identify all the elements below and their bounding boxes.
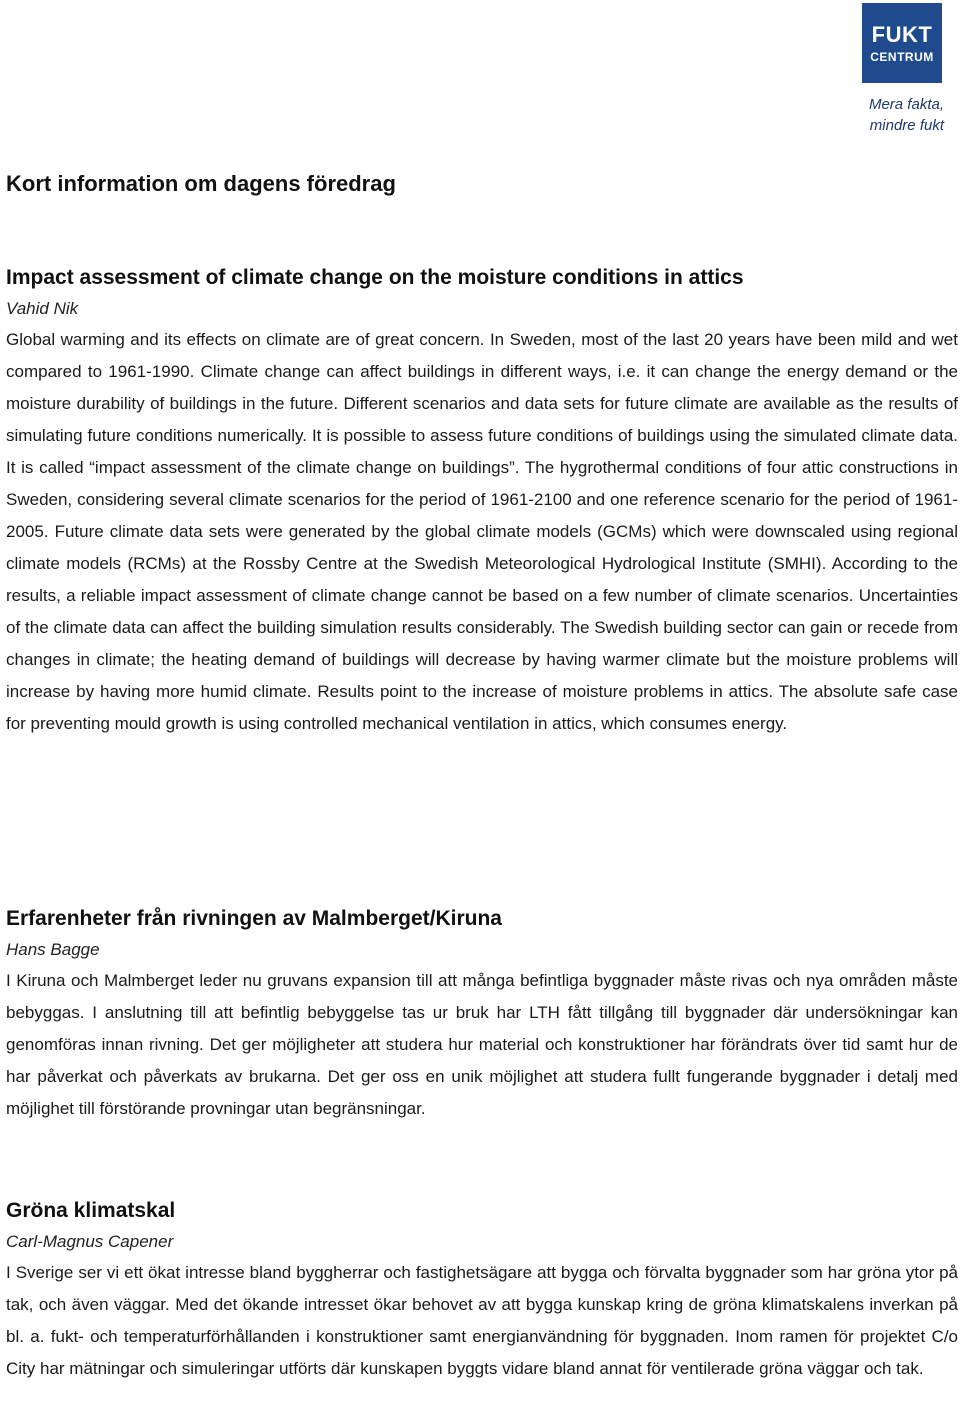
talk-abstract: I Kiruna och Malmberget leder nu gruvans expansion till att många befintliga byggnader måste rivas och nya områden måste bebyggas. I anslutning till att befintlig bebyggelse tas ur bruk har LTH fått tillgång till byggnader där undersökningar kan genomföras innan rivning. Det ger möjligheter att studera hur material och konstruktioner har förändrats över tid samt hur de har påverkat och påverkats av brukarna. Det ger oss en unik möjlighet att studera fullt fungerande byggnader i detalj med möjlighet till förstörande provningar utan begränsningar. xyxy=(6,971,958,1118)
logo-tagline-line2: mindre fukt xyxy=(869,117,944,134)
logo-wordmark-centrum: CENTRUM xyxy=(870,50,934,64)
logo-tagline-line1: Mera fakta, xyxy=(868,96,944,113)
talk-author: Hans Bagge xyxy=(6,940,100,959)
talk-author: Vahid Nik xyxy=(6,299,79,318)
talk-section-climate-attics xyxy=(6,262,958,740)
talk-abstract: Global warming and its effects on climate are of great concern. In Sweden, most of the last 20 years have been mild and wet compared to 1961-1990. Climate change can affect buildings in different ways, i.e. it can change the energy demand or the moisture durability of buildings in the future. Different scenarios and data sets for future climate are available as the results of simulating future conditions numerically. It is possible to assess future conditions of buildings using the simulated climate data. It is called “impact assessment of the climate change on buildings”. The hygrothermal conditions of four attic constructions in Sweden, considering several climate scenarios for the period of 1961-2100 and one reference scenario for the period of 1961-2005. Future climate data sets were generated by the global climate models (GCMs) which were downscaled using regional climate models (RCMs) at the Rossby Centre at the Swedish Meteorological Hydrological Institute (SMHI). According to the results, a reliable impact assessment of climate change cannot be based on a few number of climate scenarios. Uncertainties of the climate data can affect the building simulation results considerably. The Swedish building sector can gain or recede from changes in climate; the heating demand of buildings will decrease by having warmer climate but the moisture problems will increase by having more humid climate. Results point to the increase of moisture problems in attics. The absolute safe case for preventing mould growth is using controlled mechanical ventilation in attics, which consumes energy. xyxy=(6,330,958,733)
talk-title: Gröna klimatskal xyxy=(6,1199,176,1222)
talk-section-grona-klimatskal xyxy=(6,1195,958,1385)
logo-box xyxy=(862,3,942,83)
talk-author: Carl-Magnus Capener xyxy=(6,1232,174,1251)
talk-abstract: I Sverige ser vi ett ökat intresse bland byggherrar och fastighetsägare att bygga och förvalta byggnader som har gröna ytor på tak, och även väggar. Med det ökande intresset ökar behovet av att bygga kunskap kring de gröna klimatskalens inverkan på bl. a. fukt- och temperaturförhållanden i konstruktioner samt energianvändning för byggnaden. Inom ramen för projektet C/o City har mätningar och simuleringar utförts där kunskapen byggts vidare bland annat för ventilerade gröna väggar och tak. xyxy=(6,1263,958,1378)
talk-title: Impact assessment of climate change on the moisture conditions in attics xyxy=(6,266,744,289)
page-heading: Kort information om dagens föredrag xyxy=(6,171,396,196)
logo-tagline xyxy=(824,94,944,136)
talk-section-malmberget xyxy=(6,903,958,1125)
logo-wordmark-fukt: FUKT xyxy=(871,22,933,47)
talk-title: Erfarenheter från rivningen av Malmberget/Kiruna xyxy=(6,907,502,930)
